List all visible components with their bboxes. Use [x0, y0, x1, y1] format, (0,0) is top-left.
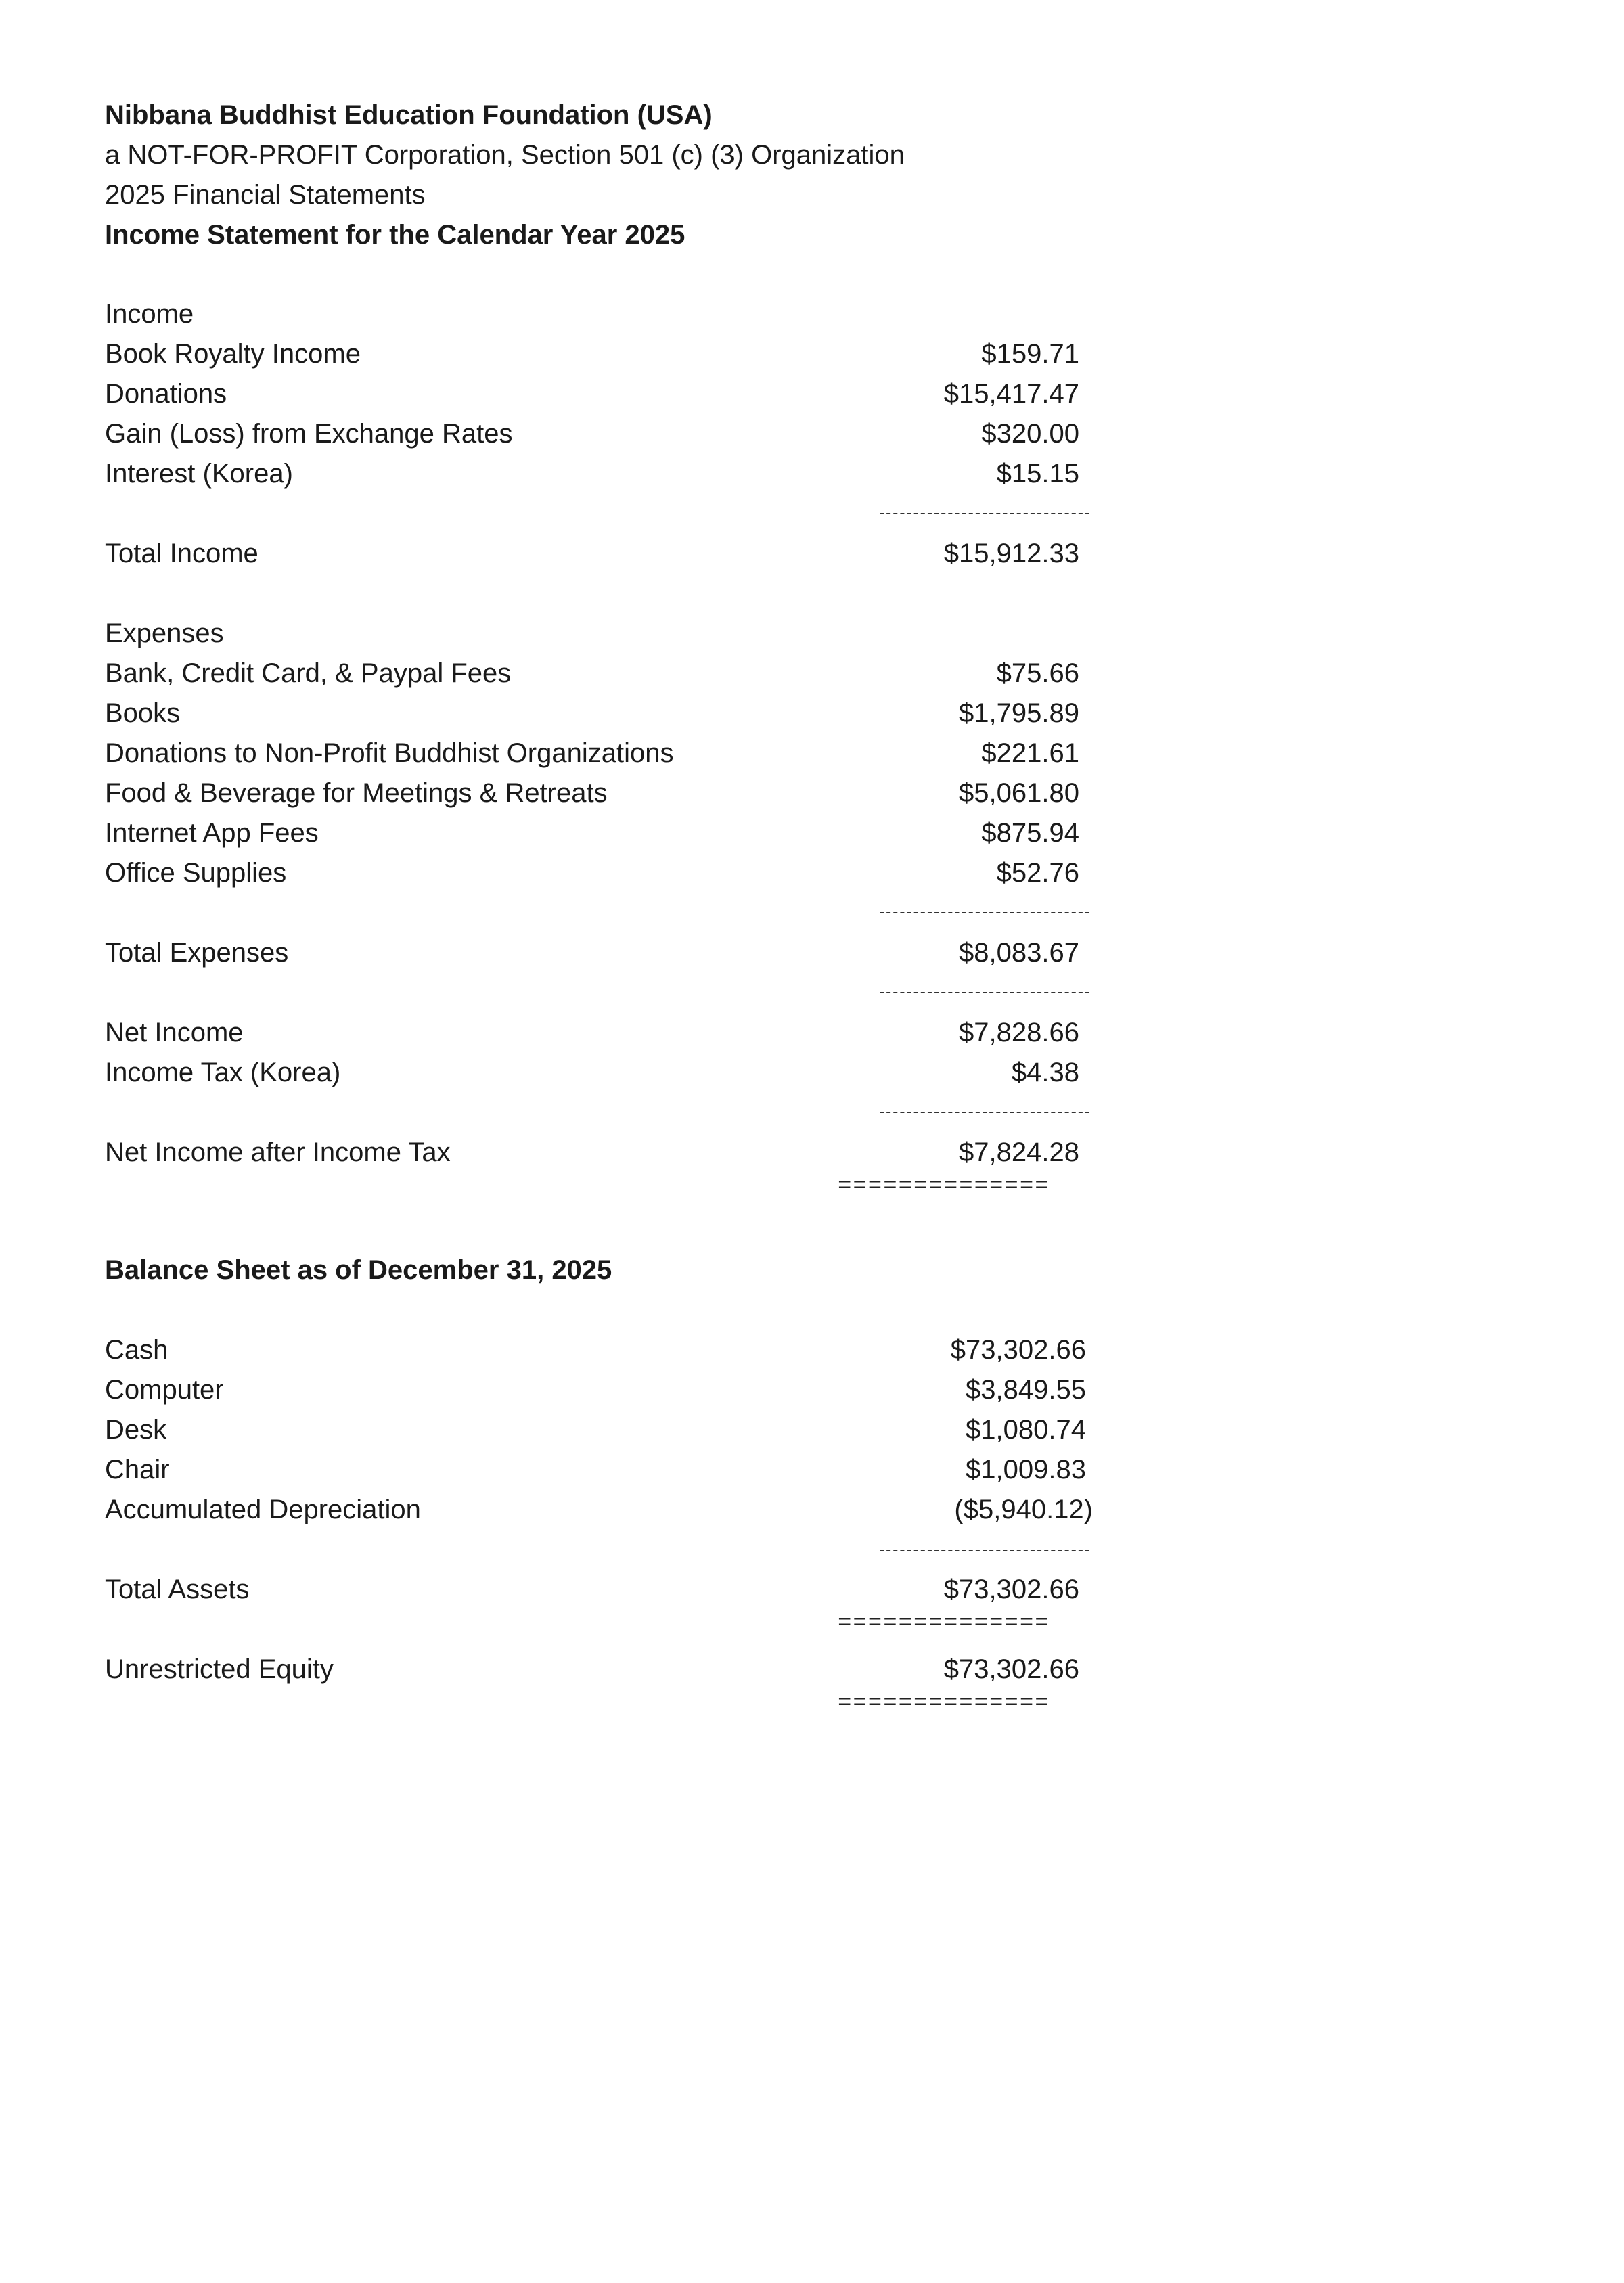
expense-item-label: Office Supplies — [105, 858, 287, 888]
expense-item-amount: $221.61 — [981, 738, 1079, 768]
balance-item-amount: $73,302.66 — [950, 1335, 1086, 1365]
org-subtitle: a NOT-FOR-PROFIT Corporation, Section 501 (c) (3) Organization — [105, 140, 905, 170]
double-rule: ============== — [838, 1611, 1050, 1637]
income-tax-label: Income Tax (Korea) — [105, 1058, 341, 1087]
expense-item-label: Food & Beverage for Meetings & Retreats — [105, 778, 608, 808]
expense-item-label: Donations to Non-Profit Buddhist Organizations — [105, 738, 674, 768]
income-item-amount: $15,417.47 — [943, 379, 1079, 409]
expense-item-amount: $875.94 — [981, 818, 1079, 848]
subtotal-rule — [880, 912, 1089, 913]
net-income-amount: $7,828.66 — [959, 1018, 1079, 1047]
subtotal-rule — [880, 1112, 1089, 1113]
net-income-label: Net Income — [105, 1018, 244, 1047]
income-item-amount: $159.71 — [981, 339, 1079, 369]
total-expenses-label: Total Expenses — [105, 938, 289, 968]
net-income-after-tax-amount: $7,824.28 — [959, 1137, 1079, 1167]
expense-item-label: Bank, Credit Card, & Paypal Fees — [105, 658, 512, 688]
subtotal-rule — [880, 513, 1089, 514]
balance-item-label: Computer — [105, 1375, 224, 1405]
income-item-label: Book Royalty Income — [105, 339, 361, 369]
expense-item-amount: $52.76 — [996, 858, 1079, 888]
income-item-label: Gain (Loss) from Exchange Rates — [105, 419, 513, 449]
subtotal-rule — [880, 992, 1089, 993]
balance-item-label: Chair — [105, 1455, 170, 1485]
income-statement-title: Income Statement for the Calendar Year 2025 — [105, 220, 685, 250]
subtotal-rule — [880, 1550, 1089, 1551]
balance-sheet-title: Balance Sheet as of December 31, 2025 — [105, 1255, 612, 1285]
balance-item-amount: $1,009.83 — [966, 1455, 1086, 1485]
total-income-label: Total Income — [105, 539, 258, 568]
income-item-label: Donations — [105, 379, 227, 409]
org-name: Nibbana Buddhist Education Foundation (USA) — [105, 100, 713, 130]
net-income-after-tax-label: Net Income after Income Tax — [105, 1137, 451, 1167]
total-income-amount: $15,912.33 — [943, 539, 1079, 568]
expense-item-label: Books — [105, 698, 181, 728]
expense-item-amount: $1,795.89 — [959, 698, 1079, 728]
double-rule: ============== — [838, 1174, 1050, 1200]
total-assets-amount: $73,302.66 — [943, 1575, 1079, 1604]
total-expenses-amount: $8,083.67 — [959, 938, 1079, 968]
income-item-label: Interest (Korea) — [105, 459, 293, 489]
balance-item-amount: $1,080.74 — [966, 1415, 1086, 1445]
income-item-amount: $15.15 — [996, 459, 1079, 489]
income-tax-amount: $4.38 — [1011, 1058, 1079, 1087]
expenses-section-label: Expenses — [105, 618, 224, 648]
balance-item-label: Cash — [105, 1335, 168, 1365]
balance-item-amount: $3,849.55 — [966, 1375, 1086, 1405]
income-item-amount: $320.00 — [981, 419, 1079, 449]
expense-item-label: Internet App Fees — [105, 818, 319, 848]
balance-item-label: Accumulated Depreciation — [105, 1495, 421, 1524]
statements-title: 2025 Financial Statements — [105, 180, 426, 210]
balance-item-amount: ($5,940.12) — [954, 1495, 1093, 1524]
double-rule: ============== — [838, 1691, 1050, 1717]
balance-item-label: Desk — [105, 1415, 167, 1445]
unrestricted-equity-amount: $73,302.66 — [943, 1654, 1079, 1684]
income-section-label: Income — [105, 299, 194, 329]
total-assets-label: Total Assets — [105, 1575, 250, 1604]
expense-item-amount: $5,061.80 — [959, 778, 1079, 808]
unrestricted-equity-label: Unrestricted Equity — [105, 1654, 334, 1684]
expense-item-amount: $75.66 — [996, 658, 1079, 688]
